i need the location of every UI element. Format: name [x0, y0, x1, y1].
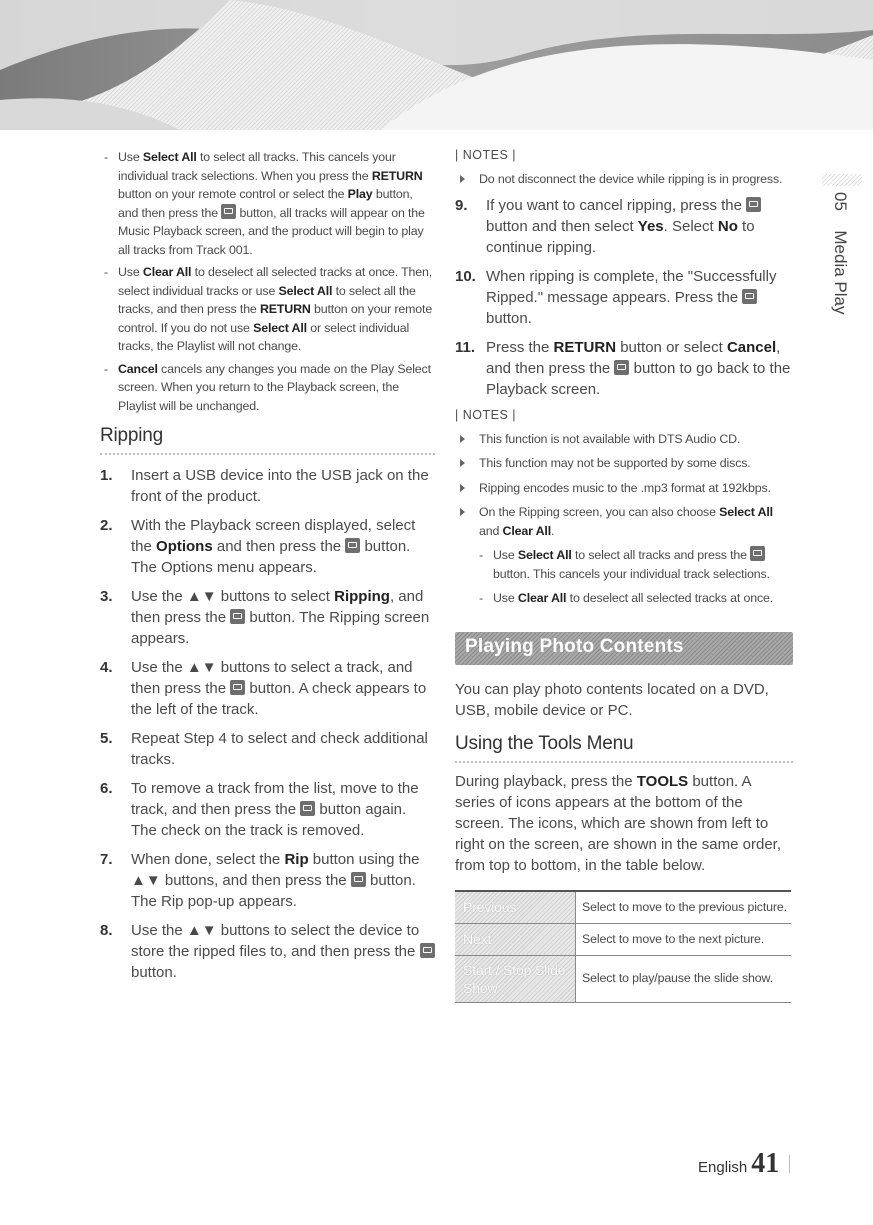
note-item: This function is not available with DTS Audio CD.: [455, 430, 793, 449]
notes-list: [455, 430, 793, 541]
bullet-arrow-icon: [460, 484, 465, 492]
step-number: 8.: [100, 922, 113, 939]
enter-button-icon: [420, 943, 435, 958]
step-item: 11. Press the RETURN button or select Cancel, and then press the button to go back to the Playback screen.: [455, 338, 791, 398]
ripping-heading: Ripping: [100, 425, 435, 455]
ripping-steps-continued: [455, 195, 793, 400]
footer-divider: [789, 1155, 790, 1173]
step-number: 1.: [100, 467, 113, 484]
step-item: 6. To remove a track from the list, move to the track, and then press the button again. The check on the track is removed.: [100, 780, 419, 839]
step-number: 4.: [100, 659, 113, 676]
tools-heading: Using the Tools Menu: [455, 733, 793, 763]
tools-table-row: [455, 923, 791, 955]
enter-button-icon: [742, 289, 757, 304]
chapter-number: 05: [831, 192, 850, 211]
enter-button-icon: [750, 546, 765, 561]
tools-table-label: Next: [455, 923, 576, 955]
step-number: 7.: [100, 851, 113, 868]
notes-label: | NOTES |: [455, 407, 517, 422]
play-select-bullets: [100, 148, 435, 415]
page-footer: [698, 1148, 790, 1180]
tools-table-description: Select to move to the next picture.: [576, 923, 792, 955]
step-item: 7. When done, select the Rip button using the ▲▼ buttons, and then press the button. The Rip pop-up appears.: [100, 851, 420, 910]
bullet-arrow-icon: [460, 459, 465, 467]
enter-button-icon: [221, 204, 236, 219]
step-item: 1. Insert a USB device into the USB jack on the front of the product.: [100, 467, 429, 505]
photo-intro: You can play photo contents located on a DVD, USB, mobile device or PC.: [455, 680, 769, 719]
bullet-arrow-icon: [460, 508, 465, 516]
ripping-steps: [100, 465, 435, 983]
step-item: 4. Use the ▲▼ buttons to select a track, and then press the button. A check appears to the left of the track.: [100, 659, 427, 718]
bullet-item: - Use Clear All to deselect all selected tracks at once. Then, select individual tracks or use Select All to select all the tracks, and then press the RETURN button on your remote control. If you do not use Select All or select individual tracks, the Playlist will not change.: [104, 265, 433, 353]
tools-table-row: [455, 891, 791, 924]
section-title: Playing Photo Contents: [465, 635, 684, 657]
step-item: 2. With the Playback screen displayed, select the Options and then press the button. The Options menu appears.: [100, 517, 416, 576]
banner-graphic: [0, 0, 873, 130]
step-item: 3. Use the ▲▼ buttons to select Ripping, and then press the button. The Ripping screen appears.: [100, 588, 430, 647]
step-number: 11.: [455, 338, 476, 356]
notes-label: | NOTES |: [455, 148, 517, 162]
step-item: 9. If you want to cancel ripping, press the button and then select Yes. Select No to continue ripping.: [455, 195, 793, 258]
notes-sub-list: [455, 546, 793, 608]
tools-table: [455, 890, 791, 1003]
bullet-item: - Use Select All to select all tracks. This cancels your individual track selections. When you press the RETURN button on your remote control or select the Play button, and then press the button, all tracks will appear on the Music Playback screen, and the product will begin to play all tracks from Track 001.: [104, 150, 425, 257]
notes-list: [455, 170, 793, 189]
header-banner: [0, 0, 873, 130]
tools-table-description: Select to play/pause the slide show.: [576, 955, 792, 1002]
step-number: 3.: [100, 588, 113, 605]
section-title-bar: [455, 632, 793, 665]
enter-button-icon: [230, 680, 245, 695]
step-item: 5. Repeat Step 4 to select and check additional tracks.: [100, 730, 428, 768]
right-column: [455, 148, 793, 1003]
tools-table-row: [455, 955, 791, 1002]
step-number: 6.: [100, 780, 113, 797]
enter-button-icon: [300, 801, 315, 816]
chapter-side-tab: [822, 170, 862, 320]
page-number: 41: [751, 1148, 780, 1179]
step-item: 8. Use the ▲▼ buttons to select the device to store the ripped files to, and then press the button.: [100, 920, 435, 983]
enter-button-icon: [351, 872, 366, 887]
note-item: On the Ripping screen, you can also choose Select All and Clear All.: [455, 503, 793, 540]
enter-button-icon: [230, 609, 245, 624]
left-column: [100, 148, 435, 991]
note-item: Do not disconnect the device while ripping is in progress.: [455, 170, 793, 189]
tools-table-label: Previous: [455, 891, 576, 924]
tools-table-description: Select to move to the previous picture.: [576, 891, 792, 924]
note-sub-item: - Use Clear All to deselect all selected tracks at once.: [479, 591, 774, 605]
tools-table-label: Start / Stop Slide Show: [455, 955, 576, 1002]
chapter-title: Media Play: [831, 230, 850, 315]
tools-paragraph: During playback, press the TOOLS button. A series of icons appears at the bottom of the screen. The icons, which are shown from left to right on the screen, are shown in the same order, from top to bottom, in the table below.: [455, 772, 782, 874]
note-sub-item: - Use Select All to select all tracks and press the button. This cancels your individual track selections.: [479, 548, 770, 581]
step-number: 2.: [100, 517, 113, 534]
step-number: 10.: [455, 267, 476, 285]
step-number: 9.: [455, 196, 468, 214]
bullet-arrow-icon: [460, 175, 465, 183]
bullet-arrow-icon: [460, 435, 465, 443]
enter-button-icon: [746, 197, 761, 212]
note-item: Ripping encodes music to the .mp3 format at 192kbps.: [455, 479, 793, 498]
footer-language: English: [698, 1159, 748, 1176]
enter-button-icon: [345, 538, 360, 553]
step-number: 5.: [100, 730, 113, 747]
note-item: This function may not be supported by some discs.: [455, 454, 793, 473]
step-item: 10. When ripping is complete, the "Successfully Ripped." message appears. Press the button.: [455, 267, 777, 327]
enter-button-icon: [614, 360, 629, 375]
bullet-item: - Cancel cancels any changes you made on the Play Select screen. When you return to the Playback screen, the Playlist will be unchanged.: [104, 361, 431, 413]
